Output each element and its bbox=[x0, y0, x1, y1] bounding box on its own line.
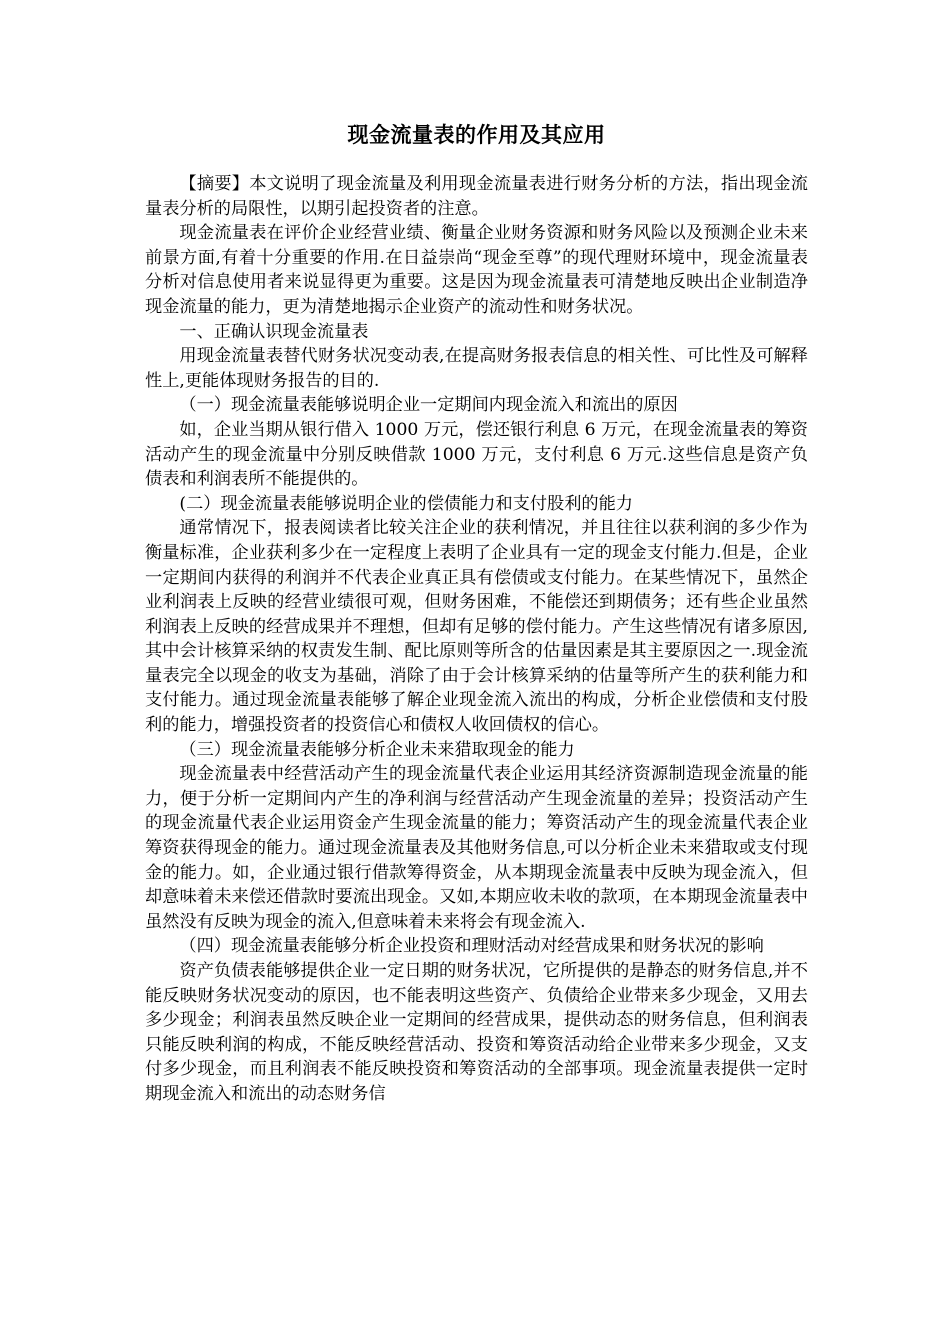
section-heading: 一、正确认识现金流量表 bbox=[179, 321, 369, 342]
body-paragraph: 资产负债表能够提供企业一定日期的财务状况，它所提供的是静态的财务信息,并不能反映财务状况变动的原因，也不能表明这些资产、负债给企业带来多少现金，又用去多少现金；利润表虽然反映企业一定期间的经营成果，提供动态的财务信息，但利润表只能反映利润的构成，不能反映经营活动、投资和筹资活动给企业带来多少现金，又支付多少现金，而且利润表不能反映投资和筹资活动的全部事项。现金流量表提供一定时期现金流入和流出的动态财务信 bbox=[145, 961, 808, 1104]
body-paragraph: 通常情况下，报表阅读者比较关注企业的获利情况，并且往往以获利润的多少作为衡量标准，企业获利多少在一定程度上表明了企业具有一定的现金支付能力.但是，企业一定期间内获得的利润并不代表企业真正具有偿债或支付能力。在某些情况下，虽然企业利润表上反映的经营业绩很可观，但财务困难，不能偿还到期债务；还有些企业虽然利润表上反映的经营成果并不理想，但却有足够的偿付能力。产生这些情况有诸多原因,其中会计核算采纳的权责发生制、配比原则等所含的估量因素是其主要原因之一.现金流量表完全以现金的收支为基础，消除了由于会计核算采纳的估量等所产生的获利能力和支付能力。通过现金流量表能够了解企业现金流入流出的构成，分析企业偿债和支付股利的能力，增强投资者的投资信心和债权人收回债权的信心。 bbox=[145, 518, 808, 736]
body-paragraph: 用现金流量表替代财务状况变动表,在提高财务报表信息的相关性、可比性及可解释性上,更能体现财务报告的目的. bbox=[145, 346, 808, 391]
section-heading: （三）现金流量表能够分析企业未来猎取现金的能力 bbox=[179, 739, 575, 760]
body-paragraph: 【摘要】本文说明了现金流量及利用现金流量表进行财务分析的方法，指出现金流量表分析的局限性，以期引起投资者的注意。 bbox=[145, 174, 808, 219]
document-body bbox=[145, 172, 808, 1107]
document-title: 现金流量表的作用及其应用 bbox=[347, 122, 606, 147]
body-paragraph: 现金流量表在评价企业经营业绩、衡量企业财务资源和财务风险以及预测企业未来前景方面,有着十分重要的作用.在日益崇尚“现金至尊”的现代理财环境中，现金流量表分析对信息使用者来说显得更为重要。这是因为现金流量表可清楚地反映出企业制造净现金流量的能力，更为清楚地揭示企业资产的流动性和财务状况。 bbox=[145, 223, 808, 317]
body-paragraph: 如，企业当期从银行借入 1000 万元，偿还银行利息 6 万元，在现金流量表的筹资活动产生的现金流量中分别反映借款 1000 万元，支付利息 6 万元.这些信息是资产负债表和利润表所不能提供的。 bbox=[145, 419, 808, 490]
section-heading: (二）现金流量表能够说明企业的偿债能力和支付股利的能力 bbox=[179, 493, 633, 514]
section-heading: （一）现金流量表能够说明企业一定期间内现金流入和流出的原因 bbox=[179, 395, 678, 416]
section-heading: （四）现金流量表能够分析企业投资和理财活动对经营成果和财务状况的影响 bbox=[179, 936, 764, 957]
body-paragraph: 现金流量表中经营活动产生的现金流量代表企业运用其经济资源制造现金流量的能力，便于分析一定期间内产生的净利润与经营活动产生现金流量的差异；投资活动产生的现金流量代表企业运用资金产生现金流量的能力；筹资活动产生的现金流量代表企业筹资获得现金的能力。通过现金流量表及其他财务信息,可以分析企业未来猎取或支付现金的能力。如，企业通过银行借款筹得资金，从本期现金流量表中反映为现金流入，但却意味着未来偿还借款时要流出现金。又如,本期应收未收的款项，在本期现金流量表中虽然没有反映为现金的流入,但意味着未来将会有现金流入. bbox=[145, 764, 808, 932]
document-page bbox=[145, 118, 808, 1107]
